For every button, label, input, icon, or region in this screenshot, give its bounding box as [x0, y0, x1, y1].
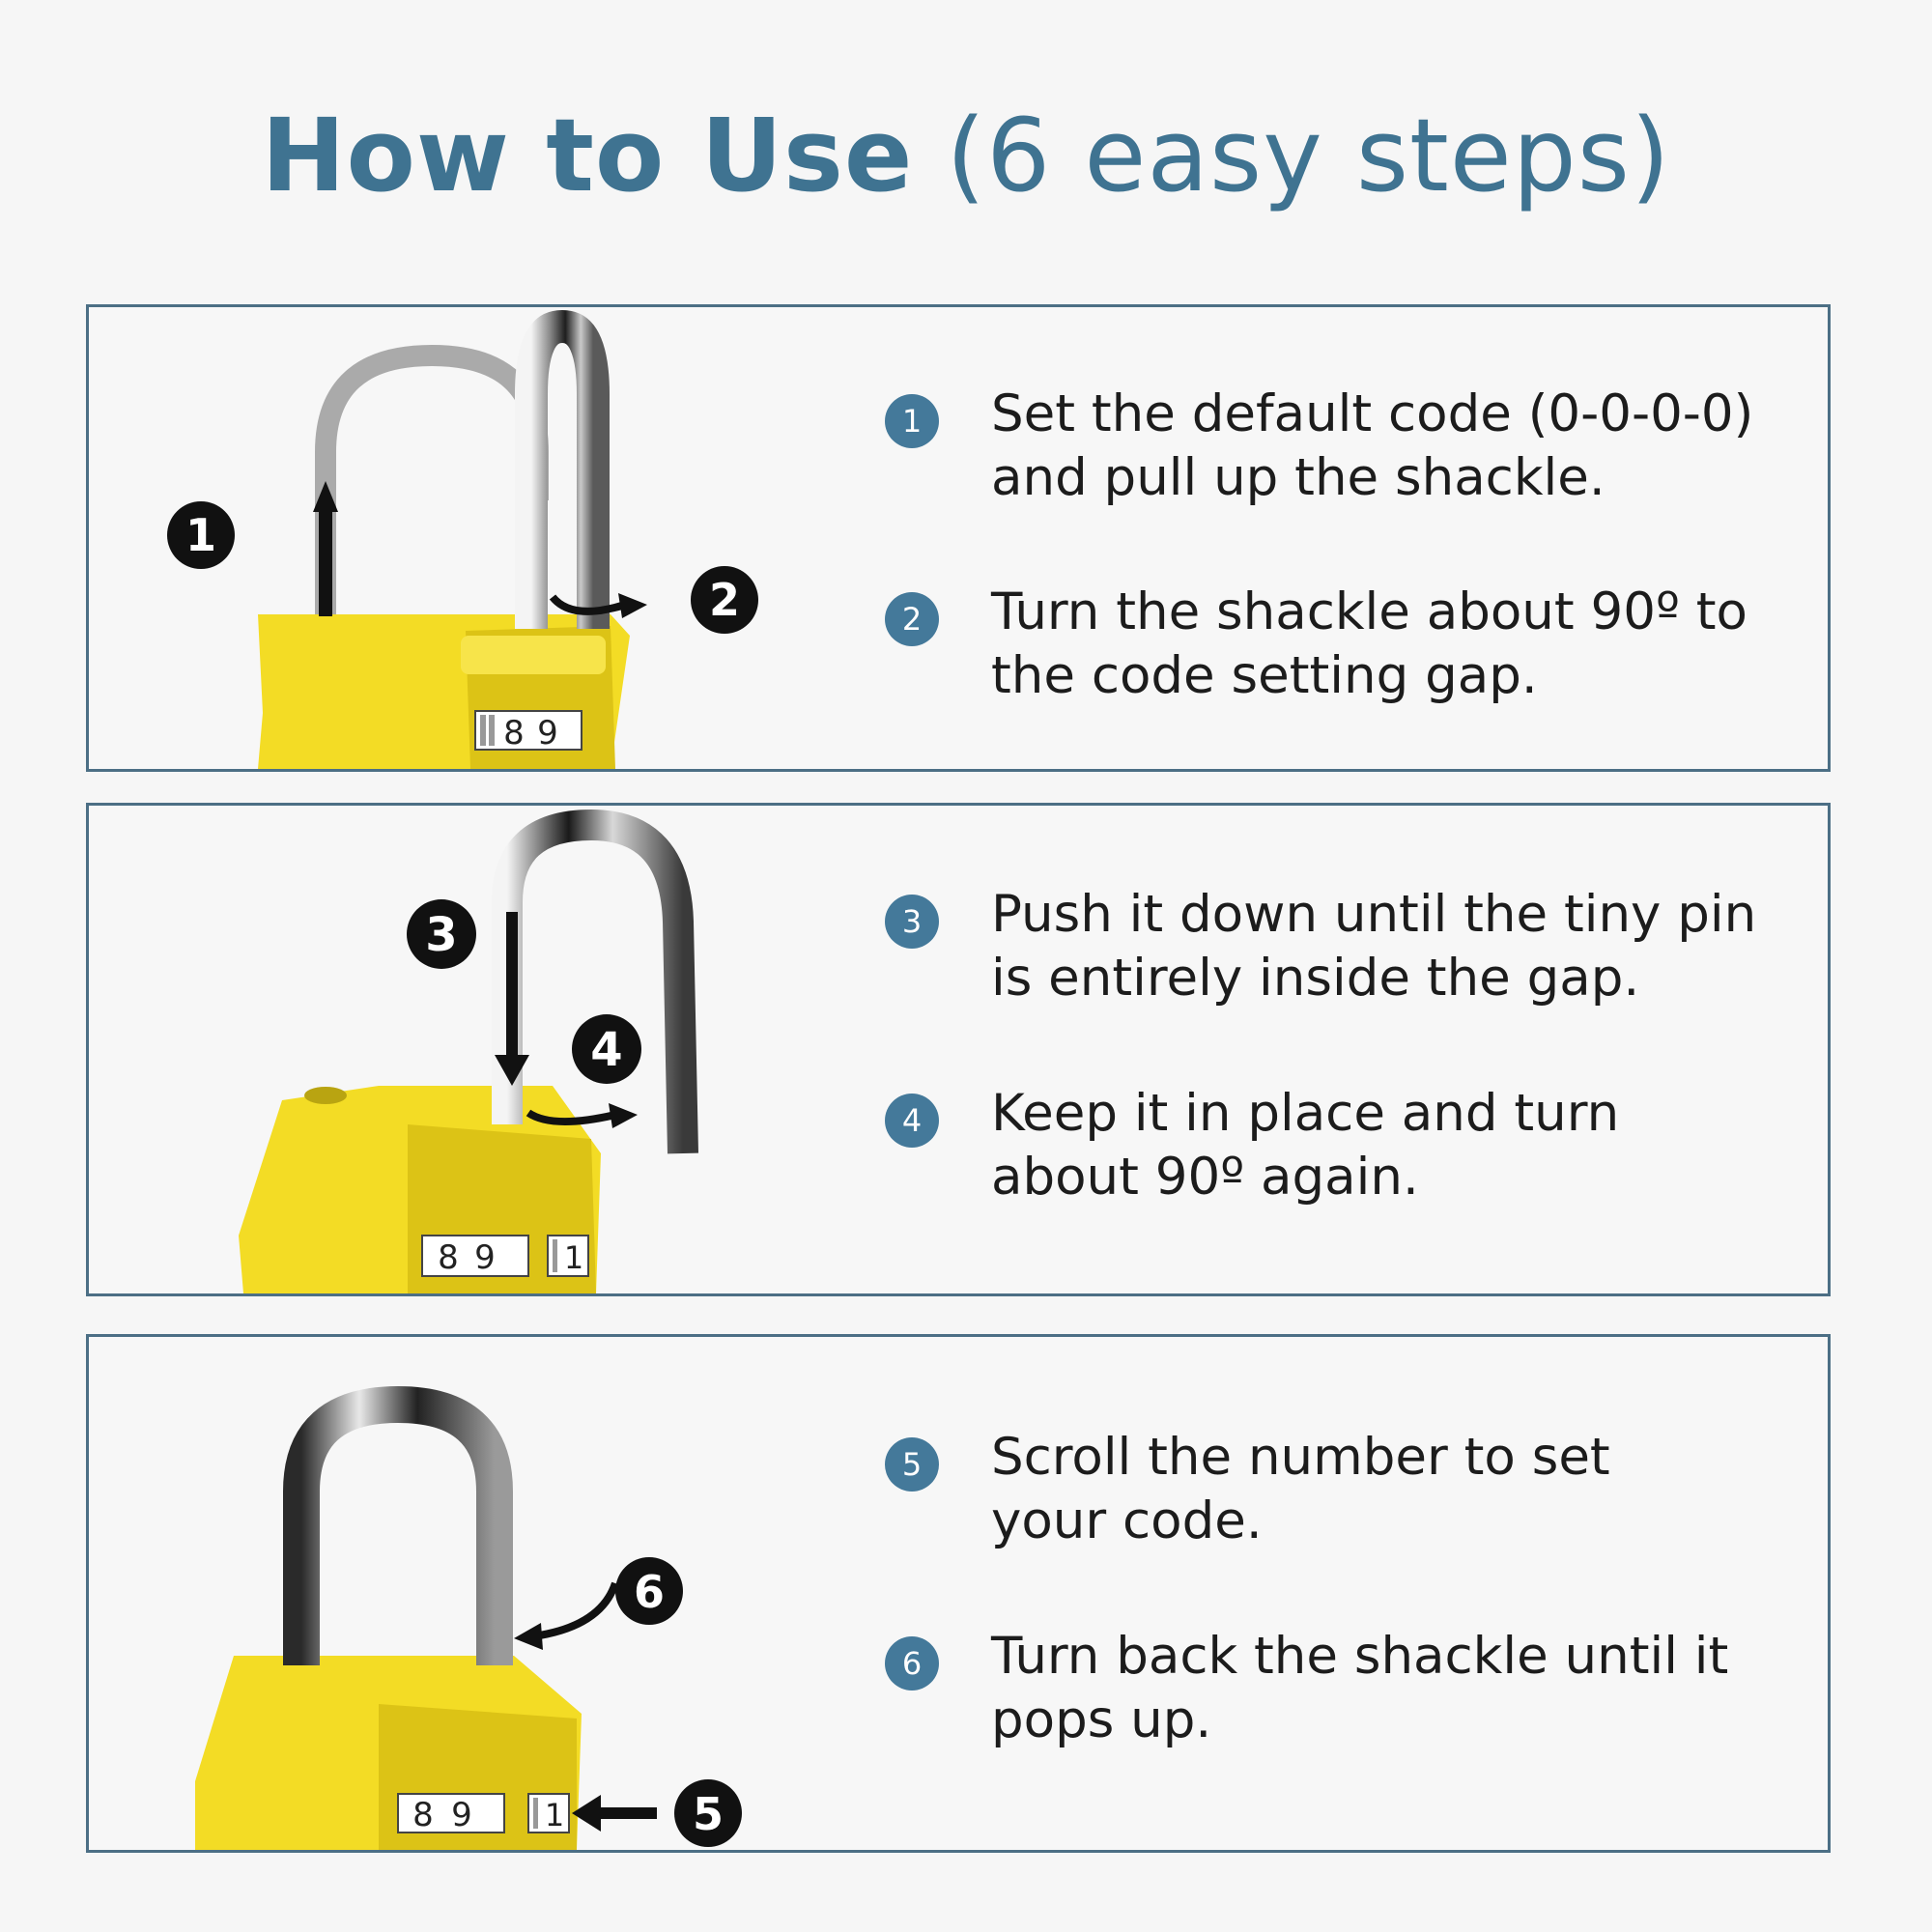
- svg-text:3: 3: [425, 908, 458, 962]
- step-number-badge: 4: [885, 1094, 939, 1148]
- step-text: Turn the shackle about 90º to the code setting gap.: [991, 582, 1747, 705]
- combination-dial: [422, 1236, 588, 1277]
- dial-digit: 9: [537, 714, 558, 753]
- rotate-arrow-icon: [514, 1583, 615, 1650]
- step-number-badge: 3: [885, 895, 939, 949]
- step-item-6: [885, 1625, 1812, 1760]
- title-light: (6 easy steps): [946, 97, 1671, 214]
- step-marker-3: [407, 899, 476, 969]
- step-text: Push it down until the tiny pin is entirely inside the gap.: [991, 885, 1757, 1008]
- step-item-2: [885, 581, 1812, 716]
- padlock-illustration-3: [89, 1337, 862, 1850]
- step-text: Keep it in place and turn about 90º again.: [991, 1084, 1620, 1207]
- step-text: Turn back the shackle until it pops up.: [991, 1627, 1729, 1749]
- step-number-badge: 1: [885, 394, 939, 448]
- lock-body: [195, 1656, 582, 1850]
- shackle: [301, 1405, 495, 1665]
- step-item-4: [885, 1082, 1812, 1217]
- svg-text:5: 5: [692, 1788, 724, 1840]
- shackle: [531, 327, 593, 629]
- step-number-badge: 6: [885, 1636, 939, 1690]
- step-panel-2: [86, 803, 1831, 1296]
- svg-text:4: 4: [590, 1023, 623, 1077]
- padlock-illustration-2: [89, 806, 862, 1293]
- left-arrow-icon: [572, 1795, 657, 1832]
- dial-digit: 8: [503, 714, 525, 753]
- step-item-5: [885, 1426, 1812, 1561]
- step-panel-3: [86, 1334, 1831, 1853]
- svg-text:6: 6: [633, 1566, 666, 1618]
- step-marker-2: [691, 566, 758, 634]
- dial-digit: 1: [563, 1239, 584, 1276]
- page-title: [0, 97, 1932, 214]
- step-panel-1: [86, 304, 1831, 772]
- dial-digit: 1: [544, 1797, 565, 1833]
- step-marker-4: [572, 1014, 641, 1084]
- step-text: Scroll the number to set your code.: [991, 1428, 1610, 1550]
- dial-digit: 9: [451, 1796, 472, 1834]
- dial-digit: 8: [412, 1796, 434, 1834]
- step-number-badge: 5: [885, 1437, 939, 1492]
- step-number-badge: 2: [885, 592, 939, 646]
- step-marker-6: [615, 1557, 683, 1625]
- title-bold: How to Use: [261, 97, 914, 214]
- step-marker-1: [167, 501, 235, 569]
- step-marker-5: [674, 1779, 742, 1847]
- svg-text:2: 2: [708, 574, 741, 626]
- combination-dial: [398, 1794, 569, 1834]
- dial-digit: 8: [438, 1238, 459, 1277]
- svg-text:1: 1: [185, 509, 217, 561]
- step-item-3: [885, 883, 1812, 1018]
- shackle-ghost: [326, 355, 538, 614]
- combination-dial: [475, 711, 582, 753]
- padlock-illustration-1: [89, 307, 862, 769]
- step-text: Set the default code (0-0-0-0) and pull up the shackle.: [991, 384, 1754, 507]
- dial-digit: 9: [474, 1238, 496, 1277]
- step-item-1: [885, 383, 1812, 518]
